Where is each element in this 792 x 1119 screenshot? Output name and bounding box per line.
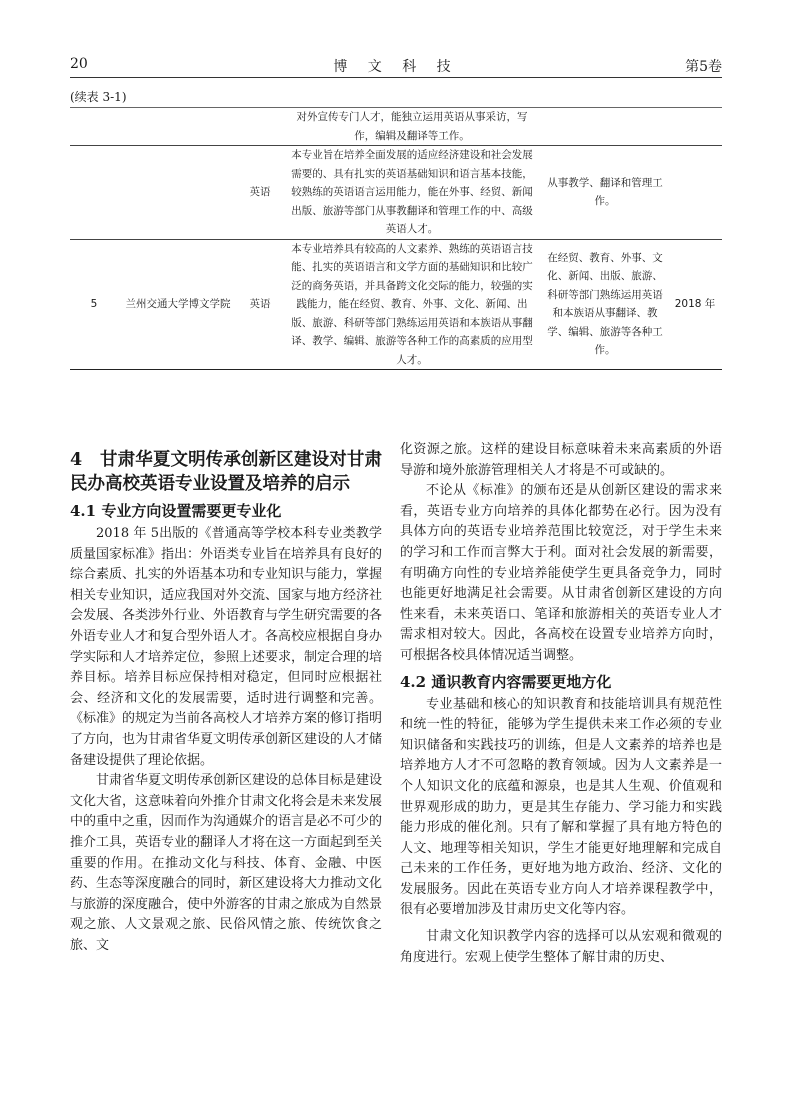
cell-goal: 本专业培养具有较高的人文素养、熟练的英语语言技能、扎实的英语语言和文学方面的基础知识和比较广泛的商务英语，并具备跨文化交际的能力，较强的实践能力，能在经贸、教育、外事、文化、新闻、出版、旅游、科研等部门熟练运用英语和本族语从事翻译、教学、编辑、旅游等各种工作的高素质的应用型人才。: [282, 239, 542, 370]
table-row: [70, 108, 722, 146]
cell-major: [238, 108, 282, 146]
subsection-title-4-2: 4.2 通识教育内容需要更地方化: [400, 672, 612, 691]
cell-school: 兰州交通大学博文学院: [118, 239, 238, 370]
cell-school: [118, 146, 238, 240]
table-continued-label: (续表 3-1): [70, 90, 127, 104]
running-header: [70, 56, 722, 76]
cell-direction: [542, 108, 668, 146]
cell-major: 英语: [238, 239, 282, 370]
volume-label: 第5卷: [685, 59, 722, 75]
page-number: 20: [70, 56, 88, 72]
section-title: 4 甘肃华夏文明传承创新区建设对甘肃民办高校英语专业设置及培养的启示: [70, 450, 382, 494]
journal-title: 博 文 科 技: [333, 59, 459, 75]
cell-school: [118, 108, 238, 146]
right-column: [400, 440, 722, 968]
paragraph: 甘肃文化知识教学内容的选择可以从宏观和微观的角度进行。宏观上使学生整体了解甘肃的历史、: [400, 929, 722, 965]
cell-year: 2018 年: [668, 239, 722, 370]
cell-year: [668, 108, 722, 146]
paragraph: 2018 年 5出版的《普通高等学校本科专业类教学质量国家标准》指出：外语类专业旨在培养具有良好的综合素质、扎实的外语基本功和专业知识与能力，掌握相关专业知识，适应我国对外交流、国家与地方经济社会发展、各类涉外行业、外语教育与学生研究需要的各外语专业人才和复合型外语人才。各高校应根据自身办学实际和人才培养定位，参照上述要求，制定合理的培养目标。培养目标应保持相对稳定，但同时应根据社会、经济和文化的发展需要，适时进行调整和完善。《标准》的规定为当前各高校人才培养方案的修订指明了方向，也为甘肃省华夏文明传承创新区建设的人才储备建设提供了理论依据。: [70, 526, 383, 768]
table-row: [70, 146, 722, 240]
cell-no: [70, 108, 118, 146]
paragraph: 专业基础和核心的知识教育和技能培训具有规范性和统一性的特征，能够为学生提供未来工作必须的专业知识储备和实践技巧的训练，但是人文素养的培养也是培养地方人才不可忽略的教育领域。因为人文素养是一个人知识文化的底蕴和源泉，也是其人生观、价值观和世界观形成的助力，更是其生存能力、学习能力和实践能力形成的催化剂。只有了解和掌握了具有地方特色的人文、地理等相关知识，学生才能更好地理解和完成自己未来的工作任务，更好地为地方政治、经济、文化的发展服务。因此在英语专业方向人才培养课程教学中，很有必要增加涉及甘肃历史文化等内容。: [400, 696, 722, 918]
cell-year: [668, 146, 722, 240]
paragraph: 不论从《标准》的颁布还是从创新区建设的需求来看，英语专业方向培养的具体化都势在必行。因为没有具体方向的英语专业培养范围比较宽泛，对于学生未来的学习和工作而言弊大于利。面对社会发展的新需要，有明确方向性的专业培养能使学生更具备竞争力，同时也能更好地满足社会需要。从甘肃省创新区建设的方向性来看，未来英语口、笔译和旅游相关的英语专业人才需求相对较大。因此，各高校在设置专业培养方向时，可根据各校具体情况适当调整。: [400, 483, 722, 663]
cell-direction: 从事教学、翻译和管理工作。: [547, 176, 663, 208]
cell-goal: 对外宣传专门人才，能独立运用英语从事采访，写作，编辑及翻译等工作。: [282, 108, 542, 146]
paragraph: 甘肃省华夏文明传承创新区建设的总体目标是建设文化大省，这意味着向外推介甘肃文化将会是未来发展中的重中之重，因而作为沟通媒介的语言是必不可少的推介工具，英语专业的翻译人才将在这一方面起到至关重要的作用。在推动文化与科技、体育、金融、中医药、生态等深度融合的同时，新区建设将大力推动文化与旅游的深度融合，使中外游客的甘肃之旅成为自然景观之旅、人文景观之旅、民俗风情之旅、传统饮食之旅、文: [70, 773, 383, 953]
cell-major: 英语: [249, 186, 271, 198]
subsection-title-4-1: 4.1 专业方向设置需要更专业化: [70, 502, 282, 520]
table-row: [70, 239, 722, 370]
cell-no: [70, 146, 118, 240]
header-rule: [70, 77, 722, 78]
cell-goal: 本专业旨在培养全面发展的适应经济建设和社会发展需要的、具有扎实的英语基础知识和语言基本技能，较熟练的英语语言运用能力，能在外事、经贸、新闻出版、旅游等部门从事教翻译和管理工作的中、高级英语人才。: [291, 149, 533, 235]
programs-table: [70, 108, 722, 370]
cell-direction: 在经贸、教育、外事、文化、新闻、出版、旅游、科研等部门熟练运用英语和本族语从事翻译、教学、编辑、旅游等各种工作。: [542, 239, 668, 370]
left-column: [70, 446, 382, 956]
paragraph: 化资源之旅。这样的建设目标意味着未来高素质的外语导游和境外旅游管理相关人才将是不可或缺的。: [400, 442, 722, 478]
cell-no: 5: [70, 239, 118, 370]
